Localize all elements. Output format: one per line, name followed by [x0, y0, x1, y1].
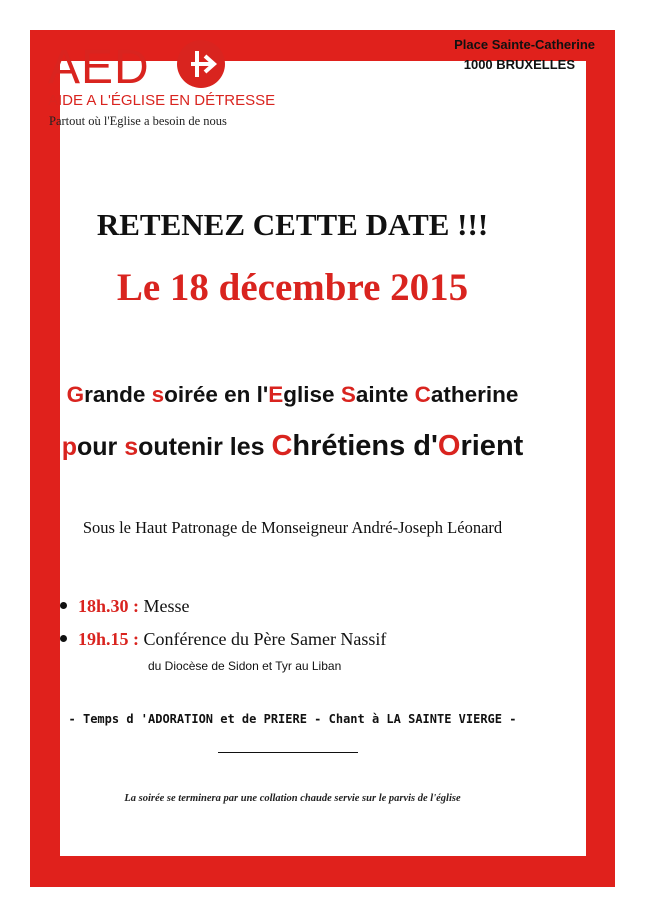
schedule-time: 19h.15 :: [78, 629, 140, 649]
aed-logo-text: AED: [48, 41, 150, 94]
headline: RETENEZ CETTE DATE !!!: [96, 207, 489, 242]
text-rient: rient: [460, 430, 524, 462]
initial-o: O: [437, 430, 461, 462]
text-rande: rande: [84, 382, 152, 407]
cross-arrow-icon: [177, 40, 225, 88]
initial-s: s: [151, 382, 165, 407]
initial-s2: S: [340, 382, 356, 407]
bullet-icon: [60, 602, 67, 609]
text-hretiens: hrétiens d': [292, 430, 438, 462]
initial-e: E: [268, 382, 284, 407]
schedule-item: [60, 596, 190, 617]
text-oiree: oirée en l': [164, 382, 269, 407]
schedule-label: Conférence du Père Samer Nassif: [143, 629, 387, 649]
text-atherine: atherine: [430, 382, 519, 407]
bullet-icon: [60, 635, 67, 642]
initial-c-2: C: [271, 430, 293, 462]
aed-logo-subtitle: AIDE A L'ÉGLISE EN DÉTRESSE: [48, 92, 276, 109]
event-title-line-2: [0, 430, 585, 463]
initial-p: p: [61, 433, 77, 461]
event-title-line-1: [0, 382, 585, 408]
divider-line: [218, 752, 358, 753]
schedule-note: du Diocèse de Sidon et Tyr au Liban: [148, 659, 342, 673]
aed-tagline: Partout où l'Eglise a besoin de nous: [49, 114, 227, 128]
address-block: [395, 35, 595, 75]
schedule-time: 18h.30 :: [78, 596, 140, 616]
adoration-line: - Temps d 'ADORATION et de PRIERE - Chant à LA SAINTE VIERGE -: [68, 712, 517, 726]
address-line-2: 1000 BRUXELLES: [463, 57, 575, 72]
initial-s-2: s: [124, 433, 139, 461]
schedule-label: Messe: [143, 596, 190, 616]
text-outenir: outenir les: [138, 433, 272, 461]
initial-g: G: [66, 382, 85, 407]
text-our: our: [76, 433, 125, 461]
patronage-line: Sous le Haut Patronage de Monseigneur André-Joseph Léonard: [82, 518, 503, 537]
schedule-item: [60, 629, 386, 650]
text-ainte: ainte: [355, 382, 415, 407]
event-date: Le 18 décembre 2015: [116, 266, 469, 309]
aed-cross-logo-icon: [177, 40, 225, 88]
initial-c: C: [414, 382, 431, 407]
text-glise: glise: [283, 382, 341, 407]
closing-note: La soirée se terminera par une collation chaude servie sur le parvis de l'église: [124, 793, 461, 804]
address-line-1: Place Sainte-Catherine: [454, 37, 595, 52]
